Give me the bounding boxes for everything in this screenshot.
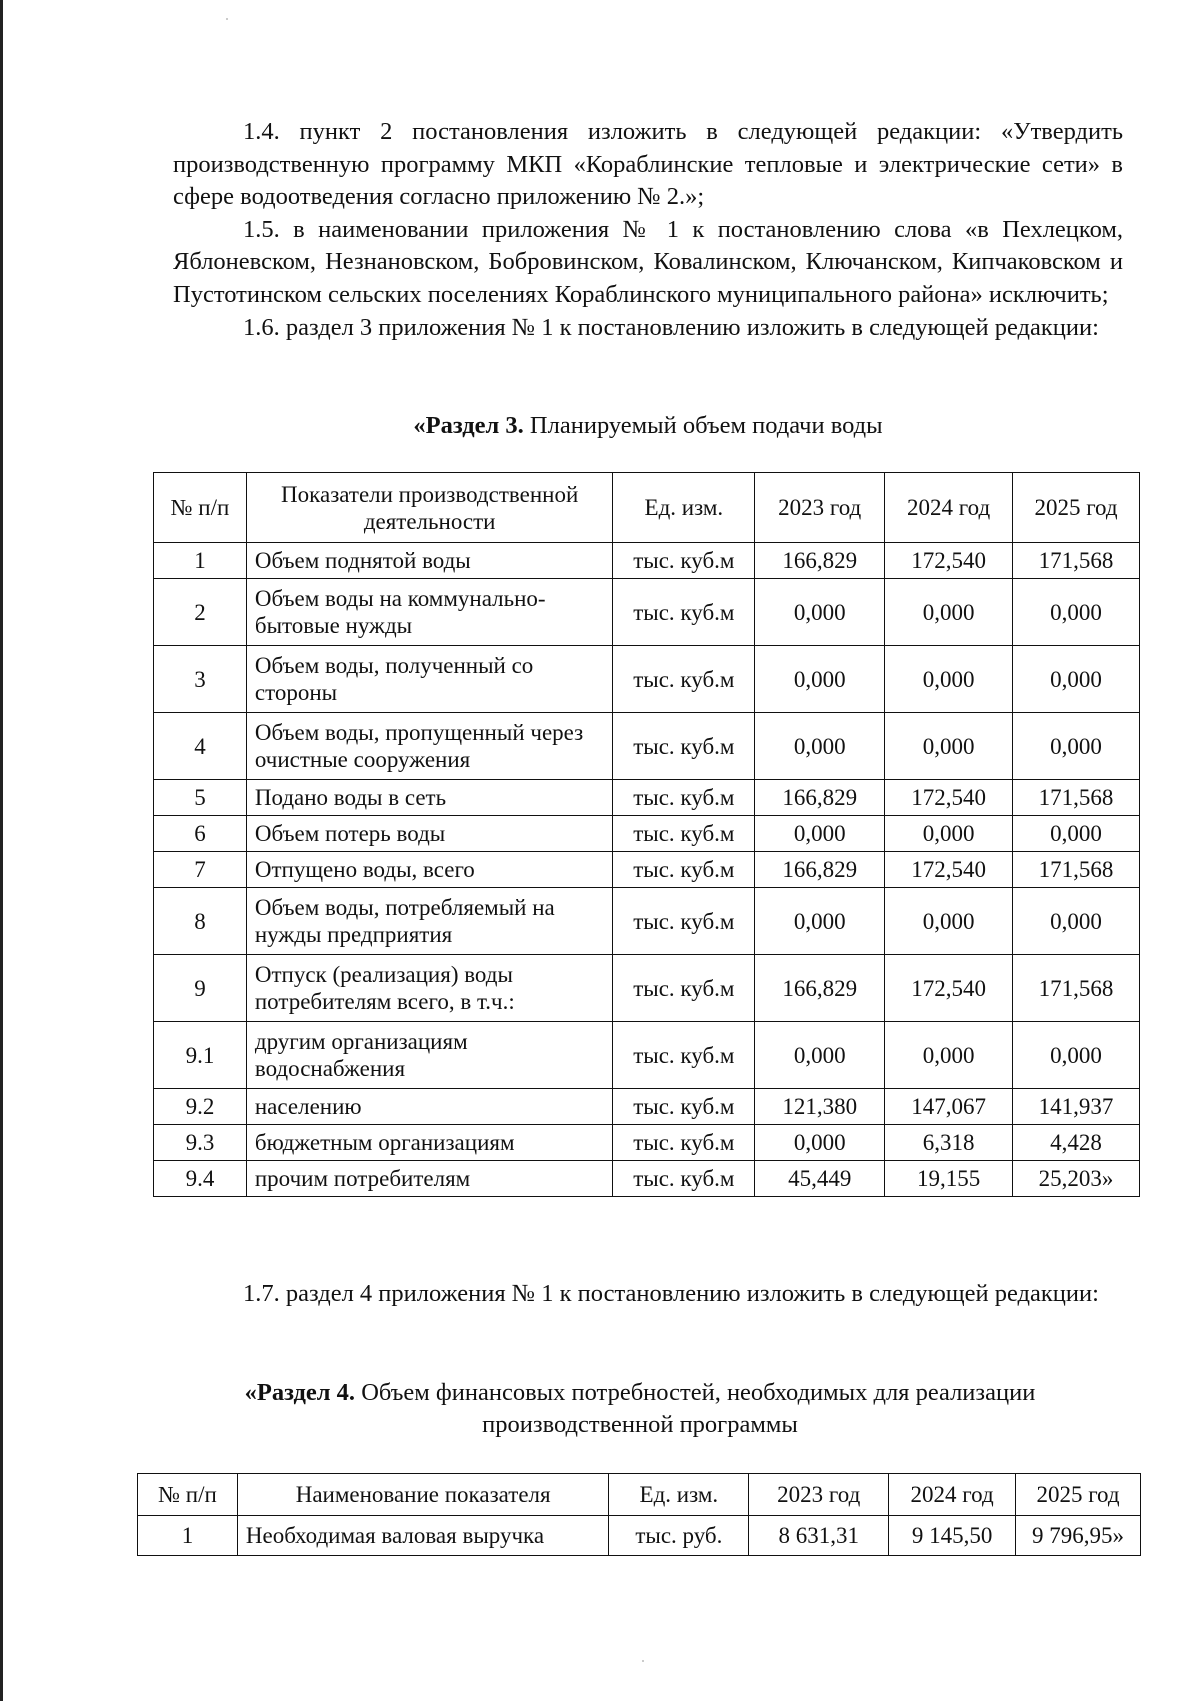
header-indicator: Показатели производственной деятельности <box>246 473 613 543</box>
cell-unit: тыс. руб. <box>609 1516 749 1556</box>
cell-y2025: 0,000 <box>1013 713 1140 780</box>
header-num: № п/п <box>154 473 247 543</box>
cell-y2023: 0,000 <box>755 646 885 713</box>
paragraph-1-4: 1.4. пункт 2 постановления изложить в следующей редакции: «Утвердить производственную программу МКП «Кораблинские тепловые и электрические сети» в сфере водоотведения согласно приложению № 2.»; <box>173 118 1123 211</box>
cell-y2025: 0,000 <box>1013 816 1140 852</box>
cell-num: 9.1 <box>154 1022 247 1089</box>
cell-y2025: 0,000 <box>1013 579 1140 646</box>
header-unit: Ед. изм. <box>609 1474 749 1516</box>
cell-y2025: 171,568 <box>1013 543 1140 579</box>
cell-y2025: 171,568 <box>1013 955 1140 1022</box>
header-indicator: Наименование показателя <box>237 1474 609 1516</box>
header-2023: 2023 год <box>755 473 885 543</box>
cell-num: 5 <box>154 780 247 816</box>
section-4-table-body <box>138 1516 1141 1556</box>
table-row <box>154 1125 1140 1161</box>
cell-y2023: 166,829 <box>755 780 885 816</box>
cell-name: Объем воды, потребляемый на нужды предприятия <box>246 888 613 955</box>
table-row <box>154 1022 1140 1089</box>
cell-y2025: 0,000 <box>1013 1022 1140 1089</box>
table-row <box>154 816 1140 852</box>
section-4-table <box>137 1473 1141 1556</box>
cell-y2024: 172,540 <box>885 852 1013 888</box>
header-2025: 2025 год <box>1016 1474 1141 1516</box>
cell-y2023: 166,829 <box>755 955 885 1022</box>
cell-num: 7 <box>154 852 247 888</box>
table-row <box>154 646 1140 713</box>
section-4-title-text: Объем финансовых потребностей, необходимых для реализации <box>355 1379 1036 1406</box>
table-row <box>154 955 1140 1022</box>
header-2025: 2025 год <box>1013 473 1140 543</box>
table-row <box>154 1161 1140 1197</box>
table-row <box>154 852 1140 888</box>
cell-unit: тыс. куб.м <box>613 543 755 579</box>
cell-name: другим организациям водоснабжения <box>246 1022 613 1089</box>
cell-num: 6 <box>154 816 247 852</box>
cell-name: населению <box>246 1089 613 1125</box>
cell-num: 9.3 <box>154 1125 247 1161</box>
cell-y2023: 166,829 <box>755 543 885 579</box>
cell-unit: тыс. куб.м <box>613 713 755 780</box>
table-header-row <box>154 473 1140 543</box>
section-3-title-text: Планируемый объем подачи воды <box>523 412 883 439</box>
cell-y2025: 171,568 <box>1013 852 1140 888</box>
cell-unit: тыс. куб.м <box>613 1022 755 1089</box>
cell-y2024: 172,540 <box>885 955 1013 1022</box>
cell-unit: тыс. куб.м <box>613 888 755 955</box>
cell-y2023: 8 631,31 <box>749 1516 889 1556</box>
section-3-title-bold: «Раздел 3. <box>413 412 524 439</box>
cell-y2025: 0,000 <box>1013 646 1140 713</box>
cell-y2024: 9 145,50 <box>889 1516 1016 1556</box>
cell-y2023: 0,000 <box>755 579 885 646</box>
cell-y2024: 172,540 <box>885 780 1013 816</box>
cell-y2025: 171,568 <box>1013 780 1140 816</box>
cell-y2025: 9 796,95» <box>1016 1516 1141 1556</box>
cell-name: Объем поднятой воды <box>246 543 613 579</box>
cell-name: Объем воды на коммунально-бытовые нужды <box>246 579 613 646</box>
section-4-title <box>140 1377 1140 1441</box>
section-4-title-line2: производственной программы <box>482 1411 798 1438</box>
cell-name: Отпуск (реализация) воды потребителям всего, в т.ч.: <box>246 955 613 1022</box>
cell-y2024: 0,000 <box>885 888 1013 955</box>
cell-name: Отпущено воды, всего <box>246 852 613 888</box>
header-2024: 2024 год <box>889 1474 1016 1516</box>
paragraph-1-6: 1.6. раздел 3 приложения № 1 к постановлению изложить в следующей редакции: <box>243 313 1099 341</box>
cell-name: Необходимая валовая выручка <box>237 1516 609 1556</box>
cell-y2024: 0,000 <box>885 579 1013 646</box>
scan-speck <box>642 1660 644 1662</box>
cell-unit: тыс. куб.м <box>613 1161 755 1197</box>
cell-y2024: 0,000 <box>885 713 1013 780</box>
header-2024: 2024 год <box>885 473 1013 543</box>
header-unit: Ед. изм. <box>613 473 755 543</box>
cell-unit: тыс. куб.м <box>613 852 755 888</box>
cell-y2023: 0,000 <box>755 1125 885 1161</box>
cell-y2023: 45,449 <box>755 1161 885 1197</box>
table-row <box>154 579 1140 646</box>
cell-y2024: 147,067 <box>885 1089 1013 1125</box>
table-row <box>154 888 1140 955</box>
cell-num: 3 <box>154 646 247 713</box>
cell-y2025: 25,203» <box>1013 1161 1140 1197</box>
header-num: № п/п <box>138 1474 238 1516</box>
cell-y2025: 0,000 <box>1013 888 1140 955</box>
paragraphs-top <box>173 116 1123 344</box>
cell-y2023: 166,829 <box>755 852 885 888</box>
header-2023: 2023 год <box>749 1474 889 1516</box>
section-3-table-body <box>154 543 1140 1197</box>
cell-name: Объем воды, полученный со стороны <box>246 646 613 713</box>
cell-unit: тыс. куб.м <box>613 1089 755 1125</box>
section-3-table <box>153 472 1140 1197</box>
cell-y2025: 141,937 <box>1013 1089 1140 1125</box>
cell-y2024: 0,000 <box>885 816 1013 852</box>
cell-y2025: 4,428 <box>1013 1125 1140 1161</box>
cell-unit: тыс. куб.м <box>613 1125 755 1161</box>
scan-speck <box>226 18 228 20</box>
cell-y2023: 0,000 <box>755 888 885 955</box>
cell-num: 1 <box>154 543 247 579</box>
cell-unit: тыс. куб.м <box>613 579 755 646</box>
cell-num: 9 <box>154 955 247 1022</box>
cell-unit: тыс. куб.м <box>613 816 755 852</box>
cell-num: 9.4 <box>154 1161 247 1197</box>
cell-num: 9.2 <box>154 1089 247 1125</box>
scan-edge <box>0 0 3 1701</box>
table-row <box>154 1089 1140 1125</box>
cell-y2024: 19,155 <box>885 1161 1013 1197</box>
cell-y2024: 172,540 <box>885 543 1013 579</box>
cell-y2024: 0,000 <box>885 646 1013 713</box>
table-row <box>138 1516 1141 1556</box>
cell-unit: тыс. куб.м <box>613 955 755 1022</box>
cell-name: прочим потребителям <box>246 1161 613 1197</box>
paragraphs-bottom <box>173 1278 1123 1311</box>
paragraph-1-7: 1.7. раздел 4 приложения № 1 к постановлению изложить в следующей редакции: <box>243 1280 1099 1307</box>
cell-y2023: 0,000 <box>755 713 885 780</box>
section-4-title-bold: «Раздел 4. <box>244 1379 356 1406</box>
cell-name: Объем воды, пропущенный через очистные сооружения <box>246 713 613 780</box>
cell-unit: тыс. куб.м <box>613 780 755 816</box>
cell-y2023: 0,000 <box>755 816 885 852</box>
cell-unit: тыс. куб.м <box>613 646 755 713</box>
paragraph-1-5: 1.5. в наименовании приложения № 1 к постановлению слова «в Пехлецком, Яблоневском, Незнановском, Бобровинском, Ковалинском, Ключанском, Кипчаковском и Пустотинском сельских поселениях Кораблинского муниципального района» исключить; <box>173 215 1123 308</box>
cell-name: Объем потерь воды <box>246 816 613 852</box>
cell-num: 2 <box>154 579 247 646</box>
cell-name: бюджетным организациям <box>246 1125 613 1161</box>
section-4-title-line1 <box>140 1377 1140 1409</box>
table-row <box>154 543 1140 579</box>
cell-y2024: 0,000 <box>885 1022 1013 1089</box>
section-3-title <box>173 410 1123 442</box>
table-header-row <box>138 1474 1141 1516</box>
table-row <box>154 780 1140 816</box>
cell-num: 8 <box>154 888 247 955</box>
cell-num: 1 <box>138 1516 238 1556</box>
cell-y2024: 6,318 <box>885 1125 1013 1161</box>
cell-y2023: 121,380 <box>755 1089 885 1125</box>
cell-name: Подано воды в сеть <box>246 780 613 816</box>
cell-num: 4 <box>154 713 247 780</box>
cell-y2023: 0,000 <box>755 1022 885 1089</box>
table-row <box>154 713 1140 780</box>
